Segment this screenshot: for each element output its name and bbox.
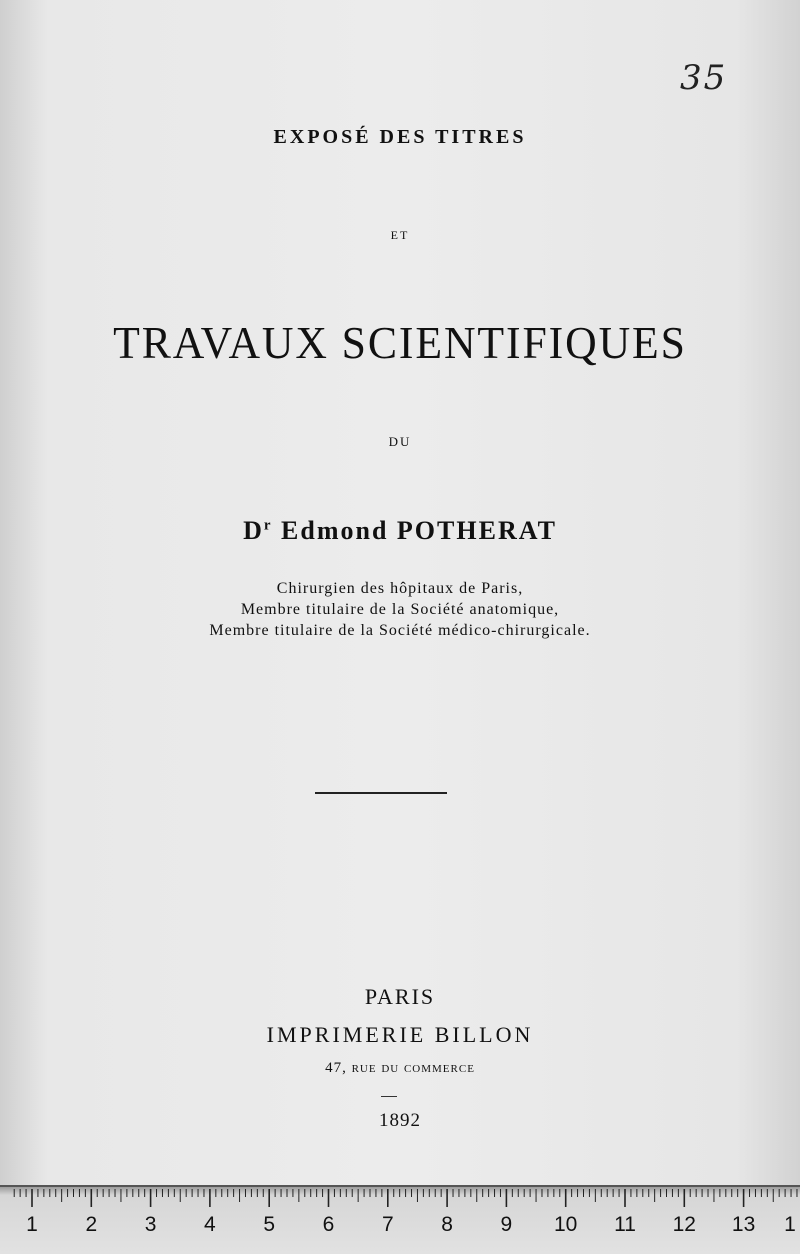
author-prefix-superscript: r <box>263 517 273 534</box>
ruler-label: 1 <box>784 1213 796 1236</box>
author-prefix: D <box>243 516 264 545</box>
printer-name: IMPRIMERIE BILLON <box>266 1022 534 1047</box>
horizontal-rule <box>315 792 447 794</box>
title-line-1: EXPOSÉ DES TITRES <box>273 126 527 148</box>
handwritten-page-number: 35 <box>680 58 728 98</box>
ruler-label: 2 <box>85 1213 98 1236</box>
ruler-label: 4 <box>204 1213 216 1236</box>
publication-year: 1892 <box>379 1110 421 1131</box>
measuring-ruler <box>0 1185 800 1254</box>
author-credentials <box>0 578 800 641</box>
ruler-label: 10 <box>554 1213 578 1236</box>
address-number: 47, <box>325 1060 347 1076</box>
address-street: rue du commerce <box>351 1060 475 1076</box>
ruler-label: 6 <box>322 1213 335 1236</box>
ruler-label: 12 <box>672 1213 696 1236</box>
short-dash <box>381 1096 397 1097</box>
author-line <box>0 516 800 546</box>
credential-line: Membre titulaire de la Société anatomique, <box>240 601 560 618</box>
ruler-label: 9 <box>500 1213 513 1236</box>
ruler-label: 7 <box>381 1213 394 1236</box>
ruler-label: 13 <box>731 1213 756 1236</box>
ruler-label: 5 <box>263 1213 276 1236</box>
ruler-label: 1 <box>26 1213 38 1236</box>
credential-line: Membre titulaire de la Société médico-chirurgicale. <box>209 622 591 639</box>
ruler-label: 3 <box>144 1213 157 1236</box>
author-name: Edmond POTHERAT <box>272 516 557 545</box>
credential-line: Chirurgien des hôpitaux de Paris, <box>276 580 524 597</box>
printer-address <box>0 1060 800 1077</box>
ruler-label: 11 <box>614 1213 636 1236</box>
main-title: TRAVAUX SCIENTIFIQUES <box>113 317 687 368</box>
title-preposition: DU <box>388 434 412 449</box>
publication-city: PARIS <box>364 984 436 1009</box>
ruler-label: 8 <box>441 1213 453 1236</box>
title-conjunction: ET <box>390 228 410 242</box>
